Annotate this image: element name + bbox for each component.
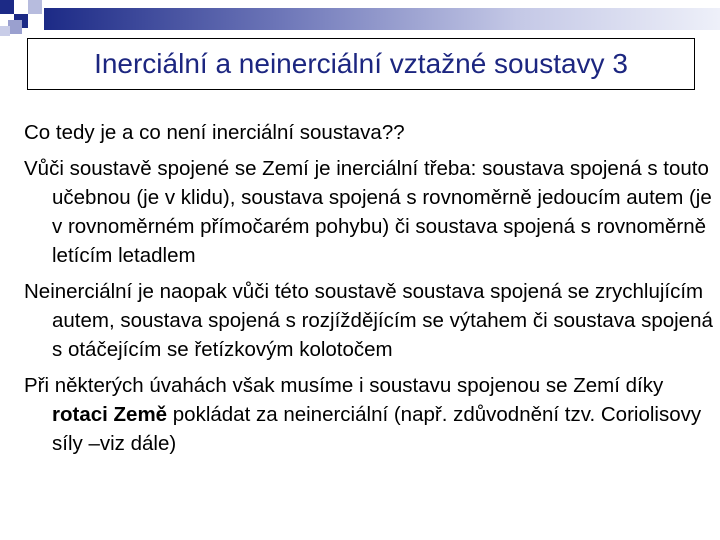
bullet-paragraph: Co tedy je a co není inerciální soustava??	[24, 121, 405, 144]
slide-title: Inerciální a neinerciální vztažné soustavy 3	[94, 48, 628, 79]
bullet-paragraph: Vůči soustavě spojené se Zemí je inerciální třeba: soustava spojená s touto učebnou (je v klidu), soustava spojená s rovnoměrně jedoucím autem (je v rovnoměrném přímočarém pohybu) či soustava spojená s rovnoměrně letícím letadlem	[24, 157, 712, 267]
decor-square	[0, 26, 10, 36]
slide-title-box	[27, 38, 695, 90]
bullet-text: Při některých úvahách však musíme i soustavu spojenou se Zemí díky	[24, 374, 664, 397]
bullet-text: pokládat za neinerciální (např. zdůvodnění tzv. Coriolisovy síly –viz dále)	[52, 403, 702, 455]
slide-content	[24, 118, 720, 465]
bullet-paragraph	[24, 371, 720, 458]
decor-square	[8, 20, 22, 34]
bullet-paragraph: Neinerciální je naopak vůči této soustavě soustava spojená se zrychlujícím autem, soustava spojená s rozjíždějícím se výtahem či soustava spojená s otáčejícím se řetízkovým kolotočem	[24, 280, 713, 361]
decor-square	[28, 0, 42, 14]
header-gradient-bar	[44, 8, 720, 30]
decor-square	[0, 0, 14, 14]
bold-term: rotaci Země	[52, 403, 168, 426]
